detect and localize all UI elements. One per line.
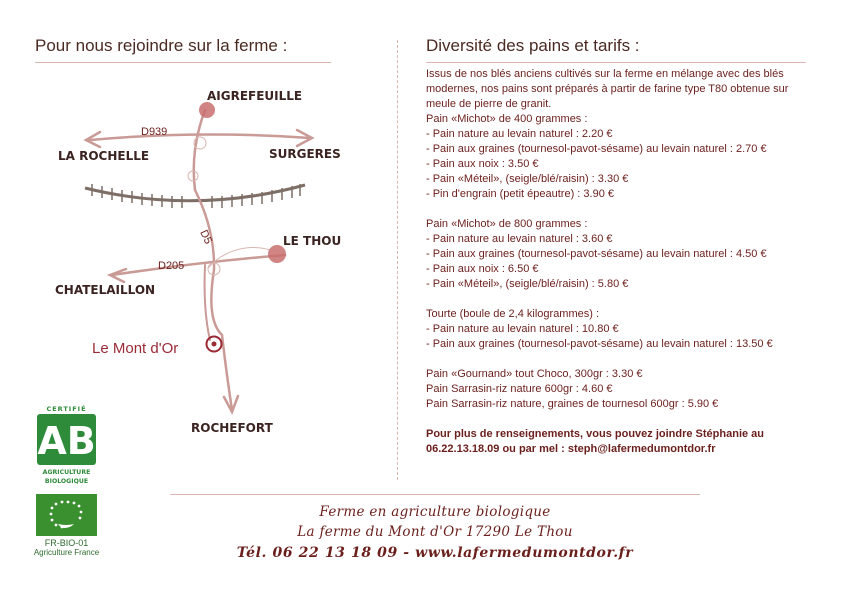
city-surgeres: SURGERES <box>269 147 341 161</box>
arrow-chatelaillon <box>110 269 126 282</box>
price-item: Pain Sarrasin-riz nature, graines de tournesol 600gr : 5.90 € <box>426 398 719 410</box>
road-label-d205: D205 <box>158 260 185 272</box>
price-block-800g <box>426 217 816 292</box>
price-block-400g <box>426 112 816 202</box>
road-main <box>205 265 210 340</box>
city-la-rochelle: LA ROCHELLE <box>58 149 150 163</box>
price-item: Pain Sarrasin-riz nature 600gr : 4.60 € <box>426 383 613 395</box>
contact-line-1: Pour plus de renseignements, vous pouvez joindre Stéphanie au <box>426 428 765 440</box>
price-item: - Pain aux graines (tournesol-pavot-sésame) au levain naturel : 4.50 € <box>426 248 767 260</box>
price-item: - Pain aux graines (tournesol-pavot-sésame) au levain naturel : 13.50 € <box>426 338 773 350</box>
intro-text: Issus de nos blés anciens cultivés sur la ferme en mélange avec des blés modernes, nos pains sont préparés à partir de farine type T80 obtenue sur meule de pierre de granit. <box>426 68 789 110</box>
price-item: - Pain «Méteil», (seigle/blé/raisin) : 3.30 € <box>426 173 629 185</box>
road-label-d5: D5 <box>197 228 215 247</box>
price-item: - Pain «Méteil», (seigle/blé/raisin) : 5.80 € <box>426 278 629 290</box>
aigrefeuille-dot <box>199 102 215 118</box>
eu-organic-leaf-logo <box>36 494 97 536</box>
access-map <box>0 70 400 450</box>
price-block-specials <box>426 367 816 412</box>
city-le-thou: LE THOU <box>283 234 342 248</box>
footer <box>170 502 700 564</box>
ab-logo <box>36 403 97 487</box>
eu-logo-caption <box>30 538 103 558</box>
ab-certifie: CERTIFIÉ <box>46 405 87 413</box>
eu-code: FR-BIO-01 <box>44 538 89 548</box>
price-item: - Pain nature au levain naturel : 2.20 € <box>426 128 613 140</box>
road-d205 <box>112 255 285 275</box>
footer-line-2: La ferme du Mont d'Or 17290 Le Thou <box>297 524 573 540</box>
price-item: - Pain nature au levain naturel : 3.60 € <box>426 233 613 245</box>
price-item: Pain «Gournand» tout Choco, 300gr : 3.30 € <box>426 368 643 380</box>
contact-line-2: 06.22.13.18.09 ou par mel : steph@lafermedumontdor.fr <box>426 443 716 455</box>
city-rochefort: ROCHEFORT <box>191 421 273 435</box>
block-header: Tourte (boule de 2,4 kilogrammes) : <box>426 308 600 320</box>
farm-label: Le Mont d'Or <box>92 340 179 357</box>
right-heading-rule <box>426 62 806 63</box>
price-block-tourte <box>426 307 816 352</box>
footer-line-3: Tél. 06 22 13 18 09 - www.lafermedumontdor.fr <box>236 545 634 561</box>
block-header: Pain «Michot» de 800 grammes : <box>426 218 588 230</box>
price-item: - Pain aux noix : 6.50 € <box>426 263 539 275</box>
price-item: - Pain aux noix : 3.50 € <box>426 158 539 170</box>
price-item: - Pain aux graines (tournesol-pavot-sésame) au levain naturel : 2.70 € <box>426 143 767 155</box>
ab-letters: AB <box>37 419 96 463</box>
target-icon <box>207 337 222 352</box>
block-header: Pain «Michot» de 400 grammes : <box>426 113 588 125</box>
city-aigrefeuille: AIGREFEUILLE <box>207 89 303 103</box>
ab-agriculture: AGRICULTURE <box>42 469 91 476</box>
eu-country: Agriculture France <box>33 548 100 557</box>
price-list <box>426 67 816 457</box>
ab-biologique: BIOLOGIQUE <box>44 478 89 485</box>
footer-rule <box>170 494 700 495</box>
footer-line-1: Ferme en agriculture biologique <box>319 504 551 520</box>
price-item: - Pin d'engrain (petit épeautre) : 3.90 € <box>426 188 614 200</box>
city-chatelaillon: CHATELAILLON <box>55 283 156 297</box>
price-item: - Pain nature au levain naturel : 10.80 € <box>426 323 619 335</box>
right-heading: Diversité des pains et tarifs : <box>426 36 640 55</box>
road-label-d939: D939 <box>141 126 168 138</box>
left-heading: Pour nous rejoindre sur la ferme : <box>35 36 288 55</box>
left-heading-rule <box>35 62 331 63</box>
